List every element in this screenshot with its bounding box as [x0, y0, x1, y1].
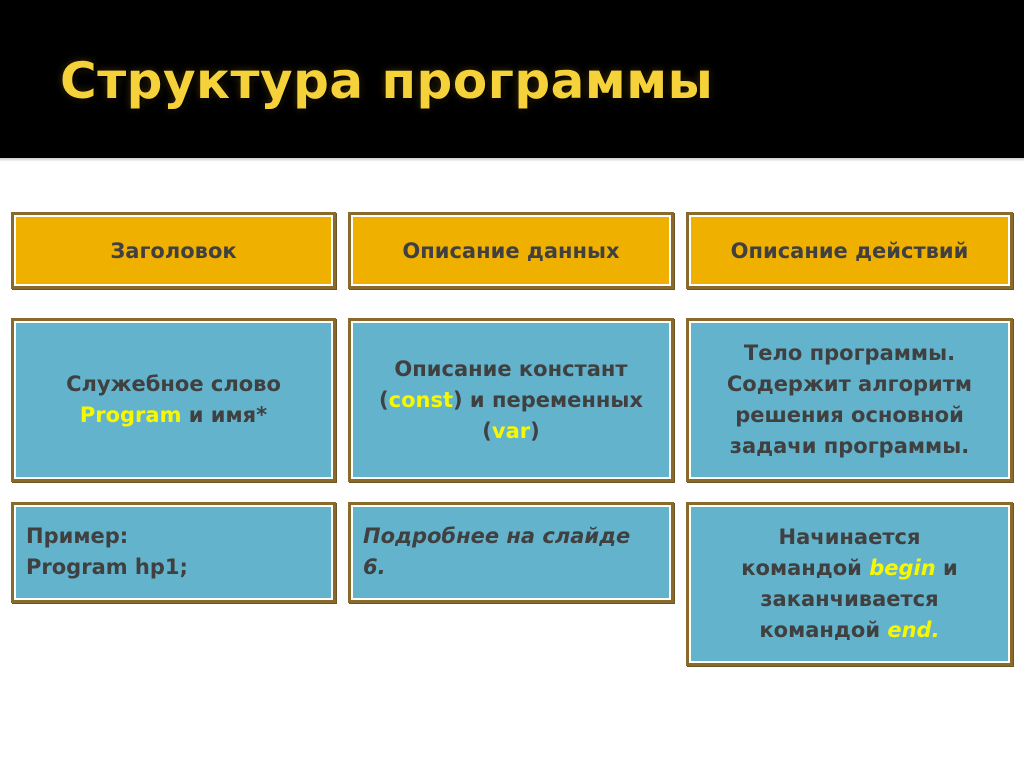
slide-title: Структура программы	[60, 52, 714, 110]
example-text	[741, 522, 957, 646]
divider	[0, 158, 1024, 162]
body-text	[727, 338, 972, 462]
body-line: (const) и переменных	[379, 387, 643, 412]
body-box-opisanie-deystviy	[686, 318, 1013, 482]
body-line: Описание констант	[394, 356, 628, 381]
header-label: Описание данных	[402, 238, 620, 263]
body-line: задачи программы.	[729, 434, 970, 458]
example-line: командой begin и	[741, 556, 958, 580]
keyword-program: Program	[79, 403, 182, 427]
body-box-opisanie-dannyh	[348, 318, 674, 482]
example-text: Подробнее на слайде 6.	[363, 524, 631, 579]
example-line: Пример:	[26, 524, 129, 548]
body-line: Содержит алгоритм	[726, 372, 973, 396]
header-box-opisanie-dannyh	[348, 212, 674, 289]
body-line: Program и имя*	[79, 403, 268, 427]
body-line: Служебное слово	[66, 372, 281, 396]
body-line: (var)	[482, 418, 540, 443]
example-line: командой end.	[759, 618, 940, 642]
header-box-opisanie-deystviy	[686, 212, 1013, 289]
keyword-const: const	[388, 387, 454, 412]
example-box-opisanie-deystviy	[686, 502, 1013, 666]
header-label: Заголовок	[110, 238, 237, 263]
body-text	[66, 369, 281, 431]
example-line: Начинается	[778, 525, 921, 549]
body-box-zagolovok	[11, 318, 336, 482]
body-line: Тело программы.	[743, 341, 956, 365]
keyword-begin: begin	[869, 556, 936, 580]
header-box-zagolovok	[11, 212, 336, 289]
example-line: Program hp1;	[26, 555, 188, 579]
body-line: решения основной	[735, 403, 964, 427]
example-box-opisanie-dannyh	[348, 502, 674, 603]
keyword-end: end	[887, 618, 932, 642]
body-text	[379, 354, 643, 447]
header-label: Описание действий	[730, 238, 969, 263]
example-text	[26, 521, 188, 583]
keyword-var: var	[491, 418, 531, 443]
example-line: заканчивается	[760, 587, 939, 611]
example-box-zagolovok	[11, 502, 336, 603]
